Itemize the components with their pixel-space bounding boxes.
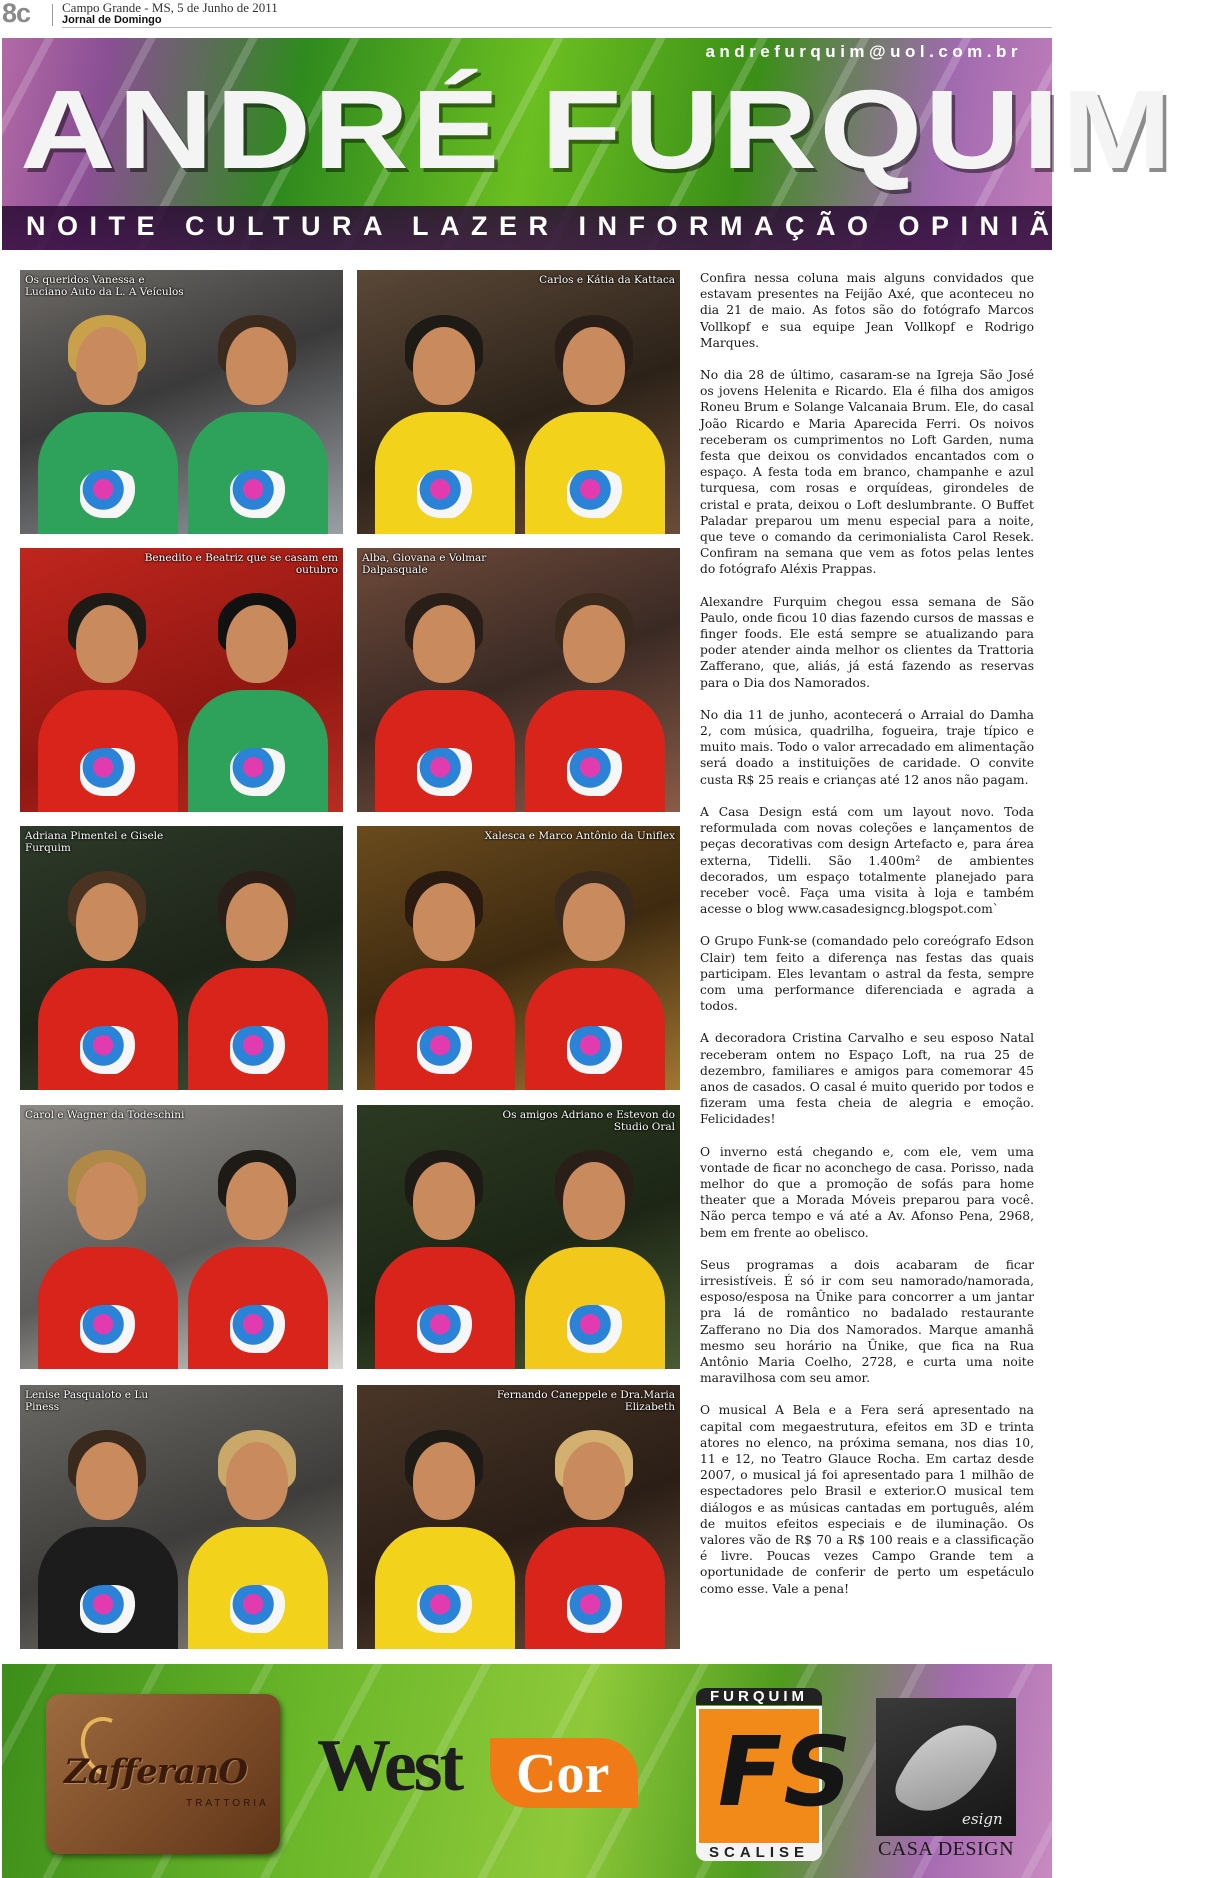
photo-person (525, 865, 665, 1090)
casa-design-sign: esign (962, 1810, 1003, 1828)
photo-person (38, 587, 178, 812)
photo-caption: Xalesca e Marco Antônio da Uniflex (484, 830, 675, 842)
photo-person (188, 865, 328, 1090)
feijao-axe-logo-icon (230, 1305, 288, 1353)
face (413, 605, 475, 683)
feijao-axe-logo-icon (80, 1585, 138, 1633)
feijao-axe-logo-icon (567, 1585, 625, 1633)
article-paragraph: A decoradora Cristina Carvalho e seu esposo Natal receberam ontem no Espaço Loft, na rua 25 de dezembro, familiares e amigos para comemorar 45 anos de casados. O casal é muito querido por todos e fizeram uma festa cheia de alegria e emoção. Felicidades! (700, 1031, 1034, 1127)
photo-person (188, 309, 328, 534)
fs-logo-mark: FS (707, 1716, 862, 1828)
photo-person (188, 587, 328, 812)
face (413, 1442, 475, 1520)
feijao-axe-logo-icon (417, 1305, 475, 1353)
dateline: Campo Grande - MS, 5 de Junho de 2011 (62, 0, 278, 15)
photo-person (375, 1424, 515, 1649)
photo (20, 826, 343, 1090)
feijao-axe-logo-icon (417, 748, 475, 796)
photo-caption: Os amigos Adriano e Estevon do Studio Oral (502, 1109, 675, 1133)
page-number: 8c (2, 0, 31, 28)
face (413, 327, 475, 405)
photo (357, 1105, 680, 1369)
banner-tagline: NOITE CULTURA LAZER INFORMAÇÃO OPINIÃO (26, 211, 1093, 241)
face (413, 883, 475, 961)
article-paragraph: No dia 11 de junho, acontecerá o Arraial do Damha 2, com música, quadrilha, fogueira, traje típico e muito mais. Todo o valor arrecadado em alimentação será doado a instituições de caridade. O convite custa R$ 25 reais e crianças até 12 anos não pagam. (700, 707, 1034, 787)
casa-design-name: CASA DESIGN (877, 1838, 1015, 1860)
feijao-axe-logo-icon (417, 1026, 475, 1074)
photo-person (375, 865, 515, 1090)
casa-design-ad (876, 1698, 1016, 1868)
photo-caption: Lenise Pasqualoto e Lu Piness (25, 1389, 149, 1413)
photo (357, 270, 680, 534)
photo-caption: Alba, Giovana e Volmar Dalpasquale (362, 552, 487, 576)
zafferano-ad (46, 1694, 280, 1854)
header-rule (62, 27, 1052, 28)
face (226, 605, 288, 683)
photo-person (375, 1144, 515, 1369)
feijao-axe-logo-icon (80, 1305, 138, 1353)
zafferano-name: ZafferanO (64, 1752, 248, 1792)
article-paragraph: No dia 28 de último, casaram-se na Igreja São José os jovens Helenita e Ricardo. Ela é filha dos amigos Roneu Brum e Solange Valcanaia Brum. Ele, do casal João Ricardo e Maria Aparecida Ferri. Os noivos receberam os cumprimentos no Loft Garden, numa festa que deixou os convidados encantados com o espaço. A festa toda em branco, champanhe e azul turquesa, com rosas e orquídeas, girondeles de cristal e prata, deixou o Loft deslumbrante. O Buffet Paladar preparou um menu especial para a noite, que teve o comando da cerimonialista Carol Resek. Confiram na semana que vem as fotos pelas lentes do fotógrafo Aléxis Prappas. (700, 368, 1034, 577)
feijao-axe-logo-icon (567, 1026, 625, 1074)
page-header (0, 0, 1052, 32)
article-paragraph: Seus programas a dois acabaram de ficar irresistíveis. É só ir com seu namorado/namorada, esposo/esposa na Ûnike para concorrer a um jantar pra lá de romântico no badalado restaurante Zafferano no Dia dos Namorados. Marque amanhã mesmo seu horário na Ûnike, que fica na Rua Antônio Maria Coelho, 2728, e curta uma noite maravilhosa com seu amor. (700, 1257, 1034, 1386)
feijao-axe-logo-icon (230, 1026, 288, 1074)
feijao-axe-logo-icon (80, 748, 138, 796)
article-paragraph: O Grupo Funk-se (comandado pelo coreógrafo Edson Clair) tem feito a diferença nas festas das quais participam. Eles levantam o astral da festa, sempre com uma performance diferenciada e agrada a todos. (700, 934, 1034, 1014)
photo (357, 1385, 680, 1649)
furquim-scalise-ad (686, 1688, 862, 1868)
photo-person (188, 1424, 328, 1649)
header-divider (52, 4, 53, 26)
face (226, 1162, 288, 1240)
photo-caption: Os queridos Vanessa e Luciano Auto da L. A Veículos (25, 274, 184, 298)
photo-caption: Adriana Pimentel e Gisele Furquim (25, 830, 164, 854)
feijao-axe-logo-icon (567, 470, 625, 518)
feijao-axe-logo-icon (230, 470, 288, 518)
photo-person (525, 309, 665, 534)
photo-caption: Carol e Wagner da Todeschini (25, 1109, 185, 1121)
feijao-axe-logo-icon (230, 748, 288, 796)
photo-caption: Carlos e Kátia da Kattaca (539, 274, 675, 286)
feijao-axe-logo-icon (417, 470, 475, 518)
casa-design-logo-box (876, 1698, 1016, 1836)
article-column (700, 270, 1034, 1613)
face (226, 1442, 288, 1520)
photo (357, 826, 680, 1090)
photo (357, 548, 680, 812)
face (563, 1442, 625, 1520)
feijao-axe-logo-icon (230, 1585, 288, 1633)
photo-person (375, 309, 515, 534)
face (413, 1162, 475, 1240)
photo-person (38, 1144, 178, 1369)
photo-person (525, 1144, 665, 1369)
face (76, 605, 138, 683)
sponsor-footer (2, 1664, 1052, 1878)
photo-person (375, 587, 515, 812)
westcor-west: West (317, 1725, 462, 1807)
article-paragraph: A Casa Design está com um layout novo. Toda reformulada com novas coleções e lançamentos de peças decorativas com design Artefacto e, para área externa, Tidelli. São 1.400m² de ambientes decorados, um espaço totalmente planejado para receber você. Faça uma visita à loja e também acesse o blog www.casadesigncg.blogspot.com` (700, 804, 1034, 917)
feijao-axe-logo-icon (567, 1305, 625, 1353)
newspaper-name: Jornal de Domingo (62, 14, 162, 26)
article-paragraph: Confira nessa coluna mais alguns convidados que estavam presentes na Feijão Axé, que aconteceu no dia 21 de maio. As fotos são do fotógrafo Marcos Vollkopf e sua equipe Jean Vollkopf e Rodrigo Marques. (700, 271, 1034, 350)
photo-person (525, 587, 665, 812)
scalise-bottom-label: SCALISE (696, 1844, 822, 1861)
westcor-cor: Cor (516, 1743, 610, 1805)
face (76, 1442, 138, 1520)
face (226, 883, 288, 961)
photo-person (38, 865, 178, 1090)
photo-person (38, 309, 178, 534)
article-paragraph: Alexandre Furquim chegou essa semana de São Paulo, onde ficou 10 dias fazendo cursos de massas e finger foods. Ele está sempre se atualizando para poder atender ainda melhor os clientes da Trattoria Zafferano, que, aliás, já está fazendo as reservas para o Dia dos Namorados. (700, 594, 1034, 690)
photo-person (525, 1424, 665, 1649)
face (76, 1162, 138, 1240)
photo-person (38, 1424, 178, 1649)
face (76, 327, 138, 405)
photo-caption: Fernando Caneppele e Dra.Maria Elizabeth (496, 1389, 675, 1413)
face (563, 327, 625, 405)
feijao-axe-logo-icon (80, 470, 138, 518)
face (563, 605, 625, 683)
westcor-cor-badge (490, 1738, 638, 1808)
face (563, 883, 625, 961)
photo-person (188, 1144, 328, 1369)
face (563, 1162, 625, 1240)
feijao-axe-logo-icon (80, 1026, 138, 1074)
zafferano-subtitle: TRATTORIA (186, 1798, 269, 1809)
photo (20, 548, 343, 812)
feijao-axe-logo-icon (567, 748, 625, 796)
article-paragraph: O inverno está chegando e, com ele, vem uma vontade de ficar no aconchego de casa. Porisso, nada melhor do que a promoção de sofás para home theater que a Morada Móveis preparou para você. Não perca tempo e vá até a Av. Afonso Pena, 2968, bem em frente ao obelisco. (700, 1144, 1034, 1240)
banner-title: ANDRÉ FURQUIM (20, 67, 1174, 192)
furquim-top-label: FURQUIM (696, 1688, 822, 1705)
photo-caption: Benedito e Beatriz que se casam em outubro (144, 552, 338, 576)
face (226, 327, 288, 405)
feijao-axe-logo-icon (417, 1585, 475, 1633)
article-paragraph: O musical A Bela e a Fera será apresentado na capital com megaestrutura, efeitos em 3D e trinta atores no elenco, na próxima semana, nos dias 10, 11 e 12, no Teatro Glauce Rocha. Em cartaz desde 2007, o musical já foi apresentado para 1 milhão de espectadores pelo Brasil e exterior.O musical tem diálogos e as músicas cantadas em português, além de muitos efeitos especiais e de iluminação. Os valores vão de R$ 70 a R$ 100 reais e a classificação é livre. Poucas vezes Campo Grande tem a oportunidade de conferir de perto um espetáculo como esse. Vale a pena! (700, 1403, 1034, 1596)
photo (20, 1385, 343, 1649)
banner-email: andrefurquim@uol.com.br (705, 42, 1022, 61)
photo (20, 270, 343, 534)
fs-logo-box (696, 1706, 862, 1846)
column-banner (2, 38, 1174, 250)
face (76, 883, 138, 961)
photo (20, 1105, 343, 1369)
